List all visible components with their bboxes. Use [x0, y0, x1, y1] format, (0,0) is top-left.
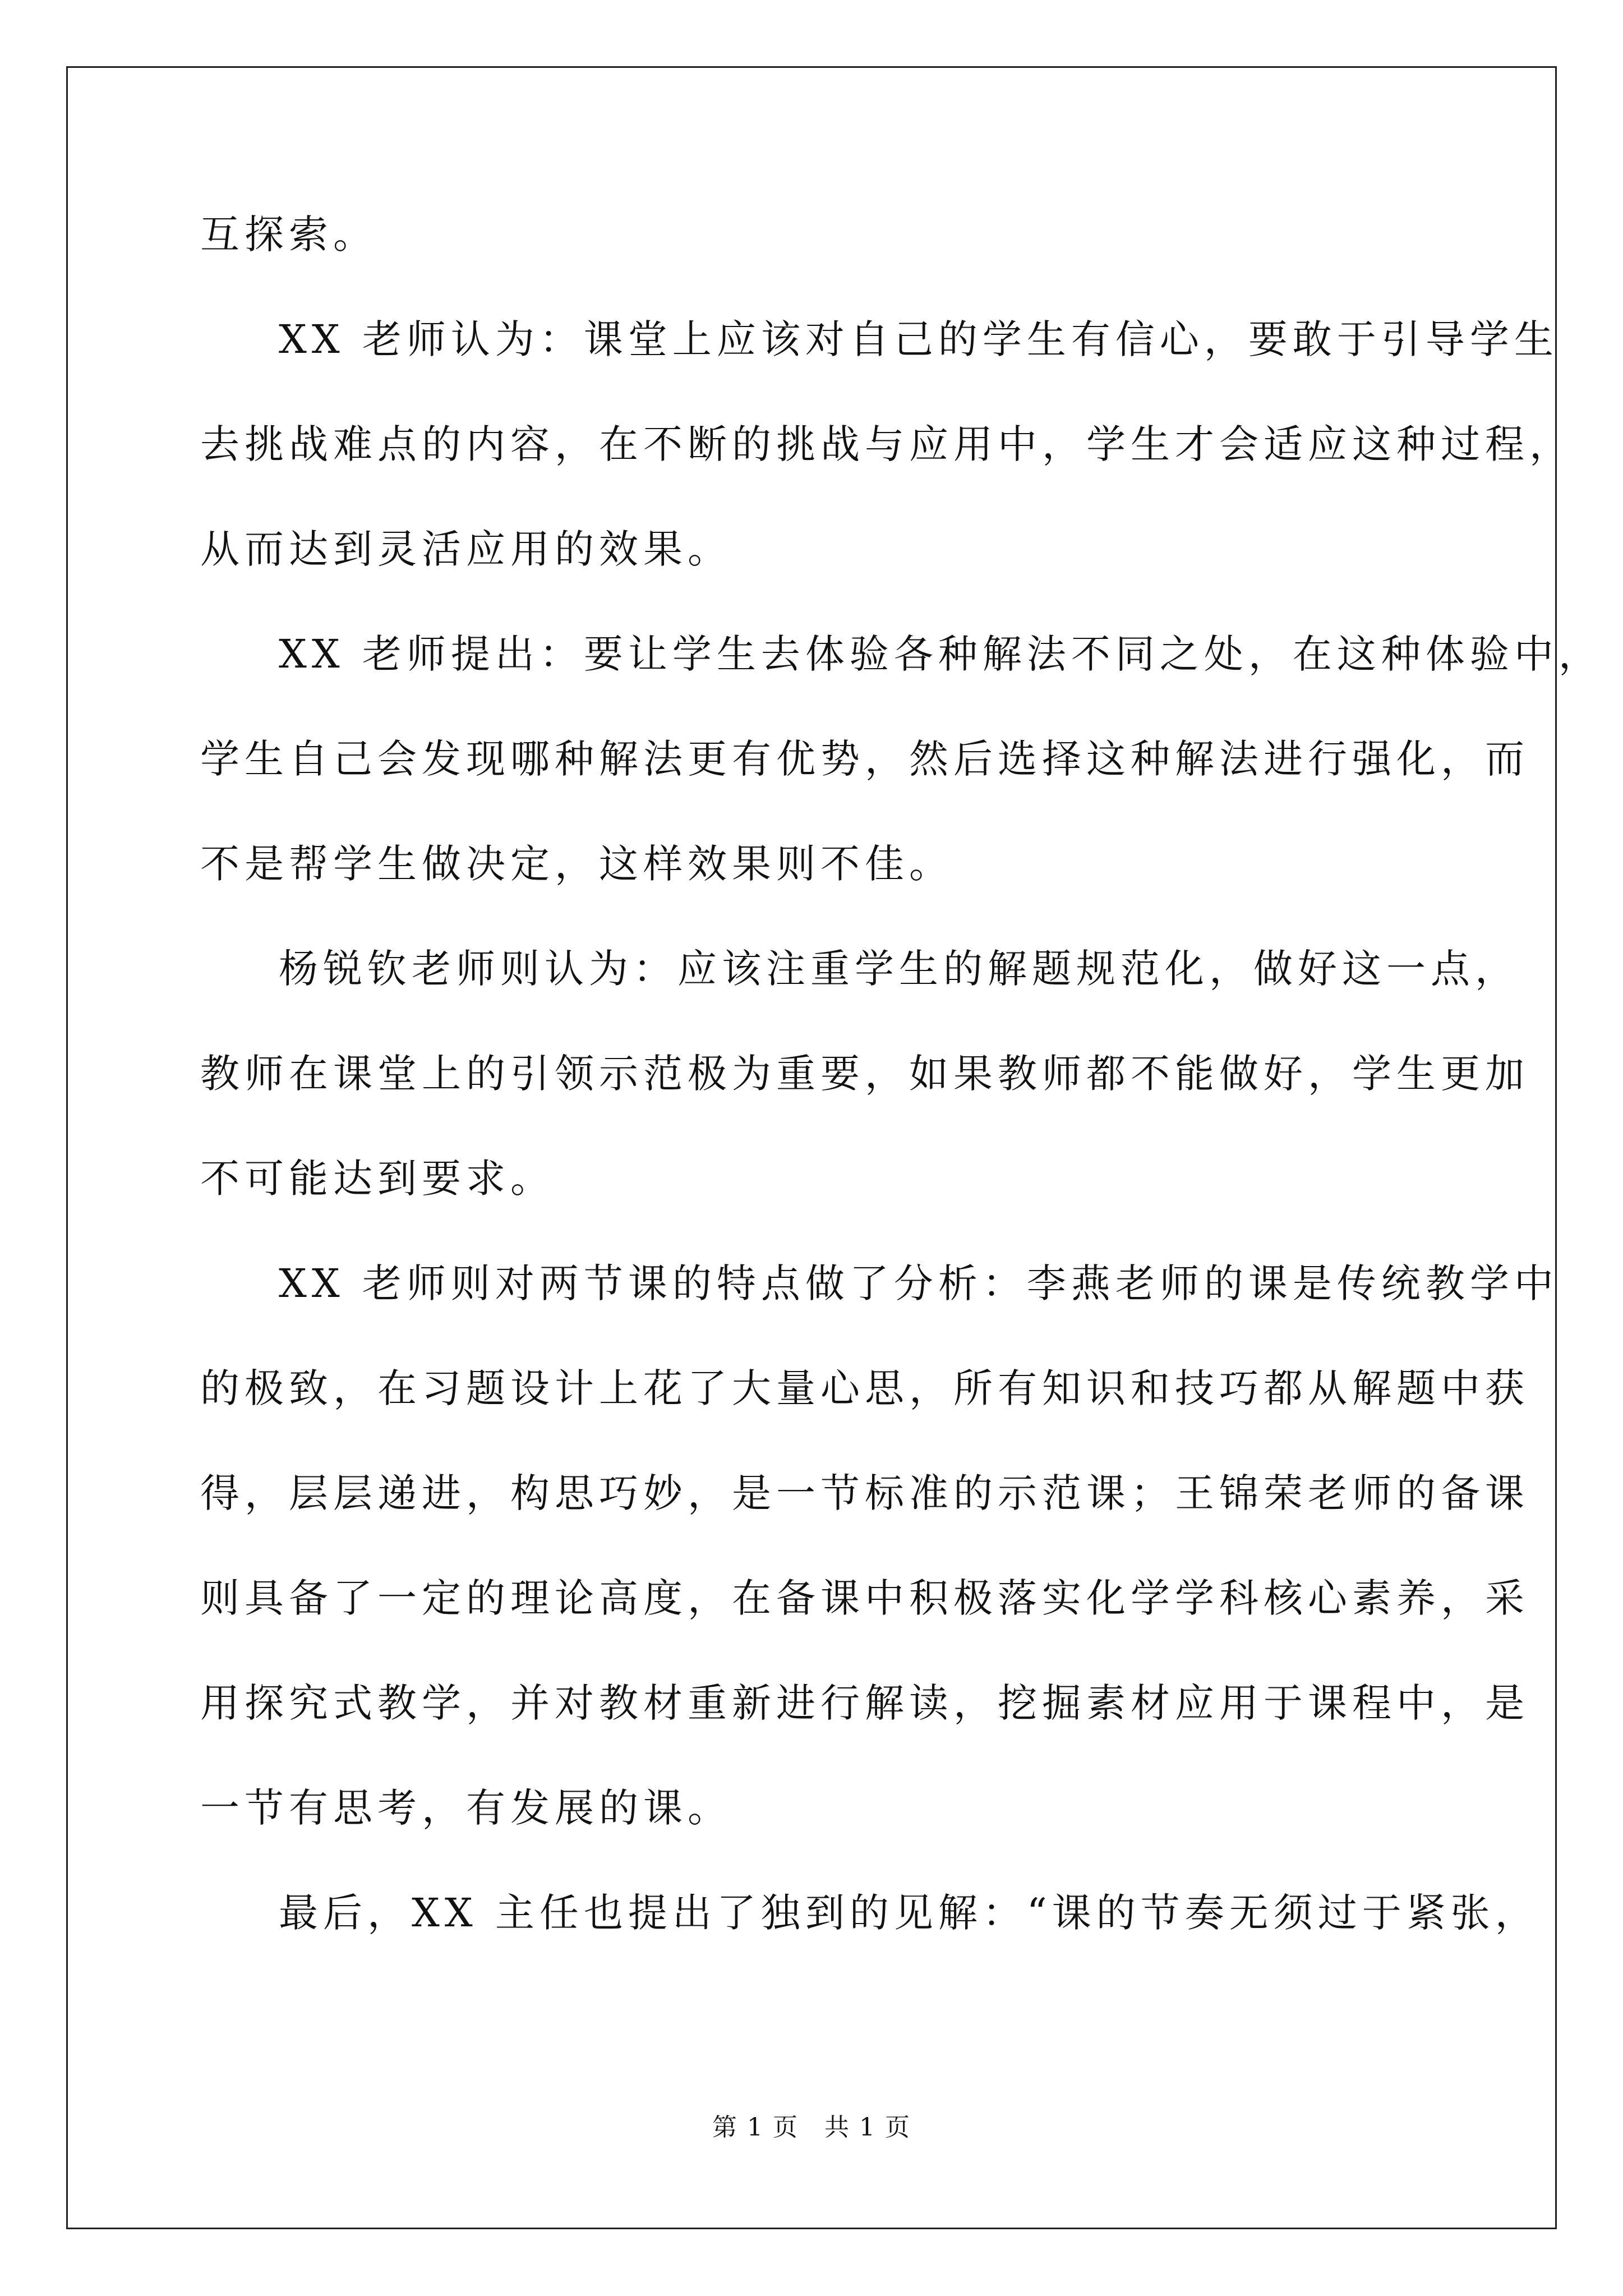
paragraph-line: XX 老师提出：要让学生去体验各种解法不同之处，在这种体验中， — [279, 631, 1603, 677]
paragraph-line: 不可能达到要求。 — [200, 1156, 555, 1202]
paragraph-line: 用探究式教学，并对教材重新进行解读，挖掘素材应用于课程中，是 — [200, 1680, 1529, 1726]
paragraph-line: XX 老师认为：课堂上应该对自己的学生有信心，要敢于引导学生 — [279, 316, 1559, 362]
paragraph-line: 不是帮学生做决定，这样效果则不佳。 — [200, 841, 953, 887]
paragraph-line: 杨锐钦老师则认为：应该注重学生的解题规范化，做好这一点， — [279, 946, 1519, 992]
paragraph-line: 一节有思考，有发展的课。 — [200, 1785, 732, 1831]
paragraph-line: XX 老师则对两节课的特点做了分析：李燕老师的课是传统教学中 — [279, 1260, 1559, 1306]
paragraph-line: 得，层层递进，构思巧妙，是一节标准的示范课；王锦荣老师的备课 — [200, 1470, 1529, 1516]
paragraph-line: 最后，XX 主任也提出了独到的见解：“课的节奏无须过于紧张， — [279, 1890, 1539, 1936]
page-number-footer: 第 1 页 共 1 页 — [712, 2113, 911, 2142]
paragraph-line: 教师在课堂上的引领示范极为重要，如果教师都不能做好，学生更加 — [200, 1051, 1529, 1097]
paragraph-line: 学生自己会发现哪种解法更有优势，然后选择这种解法进行强化，而 — [200, 736, 1529, 782]
paragraph-line: 则具备了一定的理论高度，在备课中积极落实化学学科核心素养，采 — [200, 1575, 1529, 1621]
paragraph-line: 从而达到灵活应用的效果。 — [200, 526, 732, 572]
paragraph-line: 互探索。 — [200, 211, 377, 257]
paragraph-line: 的极致，在习题设计上花了大量心思，所有知识和技巧都从解题中获 — [200, 1365, 1529, 1411]
paragraph-line: 去挑战难点的内容，在不断的挑战与应用中，学生才会适应这种过程， — [200, 421, 1574, 467]
